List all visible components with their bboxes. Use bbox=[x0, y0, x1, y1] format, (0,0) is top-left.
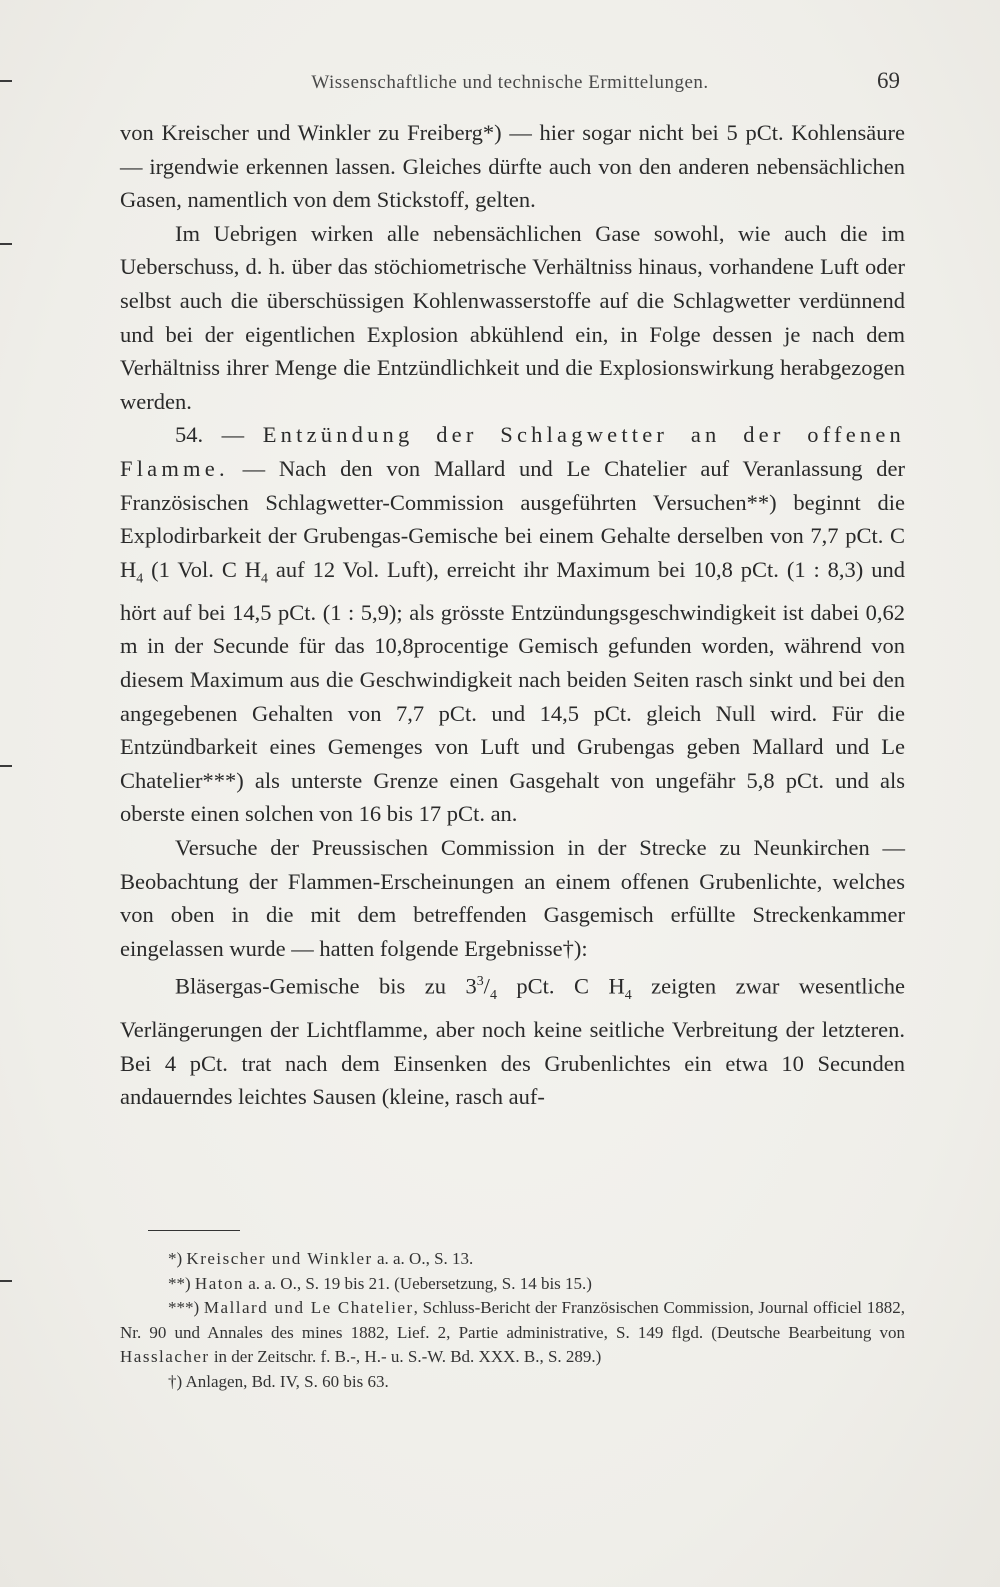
binding-mark bbox=[0, 80, 12, 82]
author-names: Haton bbox=[194, 1273, 244, 1293]
text-span: auf 12 Vol. Luft), erreicht ihr Maximum bei 10,8 pCt. (1 : 8,3) und hört auf bei 14,5 pCt. (1 : 5,9); als grösste Entzündungsgeschwindigkeit ist dabei 0,62 m in der Secunde für das 10,8procentige Gemisch gefunden worden, während von diesem Maximum aus die Geschwindigkeit nach beiden Seiten rasch sinkt und bei den angegebenen Gehalten von 7,7 pCt. und 14,5 pCt. gleich Null wird. Für die Entzündbarkeit eines Gemenges von Luft und Grubengas geben Mallard und Le Chatelier***) als unterste Grenze einen Gasgehalt von ungefähr 5,8 pCt. und als oberste einen solchen von 16 bis 17 pCt. an. bbox=[120, 556, 905, 827]
text-span: — Nach den von Mallard und Le Chatelier auf Veranlassung der Französischen Schlagwetter-Commission ausgeführten Versuchen**) beginnt die Explodirbarkeit der Grubengas-Gemische bei einem Gehalte derselben von 7,7 pCt. C H bbox=[120, 455, 905, 582]
section-paragraph bbox=[120, 418, 905, 831]
binding-mark bbox=[0, 765, 12, 767]
footnote-text: a. a. O., S. 19 bis 21. (Uebersetzung, S. 14 bis 15.) bbox=[243, 1273, 592, 1293]
paragraph: von Kreischer und Winkler zu Freiberg*) — hier sogar nicht bei 5 pCt. Kohlensäure — irgendwie erkennen lassen. Gleiches dürfte auch von den anderen nebensächlichen Gasen, namentlich von dem Stickstoff, gelten. bbox=[120, 120, 905, 213]
section-heading: Entzündung der Schlagwetter an der offenen Flamme. bbox=[120, 422, 906, 481]
footnote-mark: *) bbox=[168, 1249, 187, 1268]
subscript: 4 bbox=[136, 571, 144, 587]
author-names: Hasslacher bbox=[120, 1347, 210, 1366]
footnote bbox=[120, 1296, 905, 1370]
footnote-mark: ***) bbox=[168, 1298, 204, 1317]
footnote: †) Anlagen, Bd. IV, S. 60 bis 63. bbox=[168, 1371, 389, 1391]
running-title: Wissenschaftliche und technische Ermittelungen. bbox=[311, 72, 709, 93]
superscript: 3 bbox=[476, 974, 484, 990]
text-span: Bläsergas-Gemische bis zu 3 bbox=[175, 973, 477, 999]
footnote-text: , Schluss-Bericht der Französischen Commission, Journal officiel 1882, Nr. 90 und Annales des mines 1882, Lief. 2, Partie administrative, S. 149 flgd. (Deutsche Bearbeitung von bbox=[120, 1298, 905, 1342]
binding-mark bbox=[0, 243, 12, 245]
paragraph: Versuche der Preussischen Commission in der Strecke zu Neunkirchen — Beobachtung der Flammen-Erscheinungen an einem offenen Grubenlichte, welches von oben in die mit dem betreffenden Gasgemisch erfüllte Streckenkammer eingelassen wurde — hatten folgende Ergebnisse†): bbox=[120, 834, 905, 961]
text-span: zeigten zwar wesentliche Verlängerungen der Lichtflamme, aber noch keine seitliche Verbreitung der letzteren. Bei 4 pCt. trat nach dem Einsenken des Grubenlichtes ein etwa 10 Secunden andauerndes leichtes Sausen (kleine, rasch auf- bbox=[120, 973, 905, 1110]
author-names: Mallard und Le Chatelier bbox=[203, 1298, 414, 1317]
section-number: 54. bbox=[175, 422, 204, 448]
paragraph bbox=[120, 965, 905, 1113]
footnotes bbox=[120, 1247, 905, 1394]
footnote bbox=[120, 1247, 905, 1272]
paragraph: Im Uebrigen wirken alle nebensächlichen Gase sowohl, wie auch die im Ueberschuss, d. h. über das stöchiometrische Verhältniss hinaus, vorhandene Luft oder selbst auch die überschüssigen Kohlenwasserstoffe auf die Schlagwetter verdünnend und bei der eigentlichen Explosion abkühlend ein, in Folge dessen je nach dem Verhältniss ihrer Menge die Entzündlichkeit und die Explosionswirkung herabgezogen werden. bbox=[120, 220, 905, 414]
footnote-mark: **) bbox=[168, 1273, 195, 1293]
fraction-slash: / bbox=[483, 973, 490, 999]
text-span: pCt. C H bbox=[496, 973, 625, 999]
subscript: 4 bbox=[261, 571, 268, 587]
text-span: (1 Vol. C H bbox=[143, 556, 262, 582]
page-number: 69 bbox=[877, 68, 900, 93]
author-names: Kreischer und Winkler bbox=[186, 1249, 373, 1268]
footnote-text: in der Zeitschr. f. B.-, H.- u. S.-W. Bd. XXX. B., S. 289.) bbox=[209, 1347, 602, 1366]
subscript: 4 bbox=[489, 988, 497, 1004]
binding-mark bbox=[0, 1280, 12, 1282]
page-header bbox=[120, 68, 900, 98]
dash: — bbox=[203, 422, 263, 448]
body-text bbox=[120, 116, 905, 1114]
footnote bbox=[120, 1272, 905, 1297]
footnote-rule bbox=[148, 1230, 240, 1231]
footnote-text: a. a. O., S. 13. bbox=[372, 1249, 474, 1268]
subscript: 4 bbox=[624, 988, 632, 1004]
